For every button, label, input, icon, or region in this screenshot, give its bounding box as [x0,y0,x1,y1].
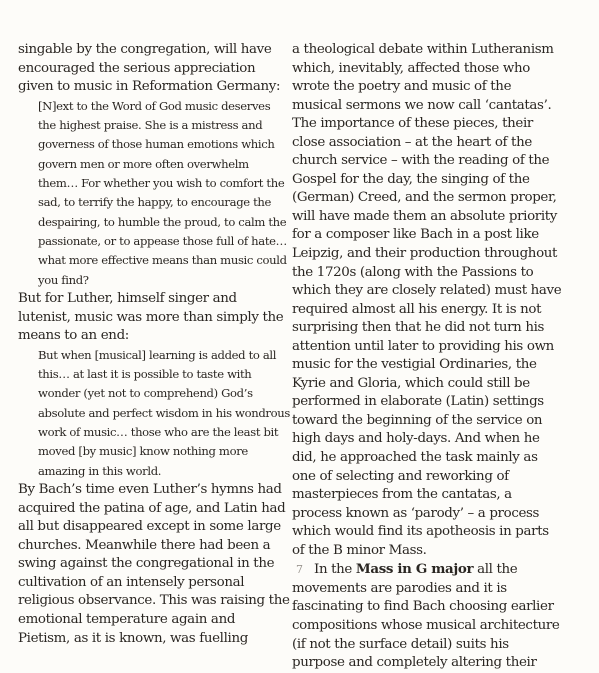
luther-quote-1: [N]ext to the Word of God music deserves the highest praise. She is a mistress and governess of those human emotions which govern men or more often overwhelm them… For whether you wish to comfort the sad, to terrify the happy, to encourage the despairing, to humble the proud, to calm the passionate, or to appease those full of hate… what more effective means than music could you find? [38,98,287,287]
left-paragraph-3: By Bach’s time even Luther’s hymns had acquired the patina of age, and Latin had all but disappeared except in some large churches. Meanwhile there had been a swing against the congregational in the cultivation of an intensely personal religious observance. This was raising the emotional temperature again and Pietism, as it is known, was fuelling [18,482,290,646]
mass-title: Mass in G major [355,561,474,578]
luther-quote-2: But when [musical] learning is added to all this… at last it is possible to taste with wonder (yet not to comprehend) God’s absolute and perfect wisdom in his wondrous work of music… those who are the least bit moved [by music] know nothing more amazing in this world. [38,347,290,478]
right-column [292,41,564,673]
right-paragraph-2-rest: all the movements are parodies and it is fascinating to find Bach choosing earlier compositions whose musical architecture (if not the surface detail) suits his purpose and completely altering their [292,562,560,671]
left-paragraph-2: But for Luther, himself singer and lutenist, music was more than simply the means to an end: [18,291,284,344]
page-number: 7 [296,563,303,576]
right-paragraph-2-lead: In the [314,562,356,578]
left-column [18,41,290,648]
left-paragraph-1: singable by the congregation, will have encouraged the serious appreciation given to music in Reformation Germany: [18,42,281,95]
right-paragraph-2 [292,560,564,672]
right-paragraph-1: a theological debate within Lutheranism which, inevitably, affected those who wrote the poetry and music of the musical sermons we now call ‘cantatas’. The importance of these pieces, their close association – at the heart of the church service – with the reading of the Gospel for the day, the singing of the (German) Creed, and the sermon proper, will have made them an absolute priority for a composer like Bach in a post like Leipzig, and their production throughout the 1720s (along with the Passions to which they are closely related) must have required almost all his energy. It is not surprising then that he did not turn his attention until later to providing his own music for the vestigial Ordinaries, the Kyrie and Gloria, which could still be performed in elaborate (Latin) settings toward the beginning of the service on high days and holy-days. And when he did, he approached the task mainly as one of selecting and reworking of masterpieces from the cantatas, a process known as ‘parody’ – a process which would find its apotheosis in parts of the B minor Mass. [292,42,562,558]
